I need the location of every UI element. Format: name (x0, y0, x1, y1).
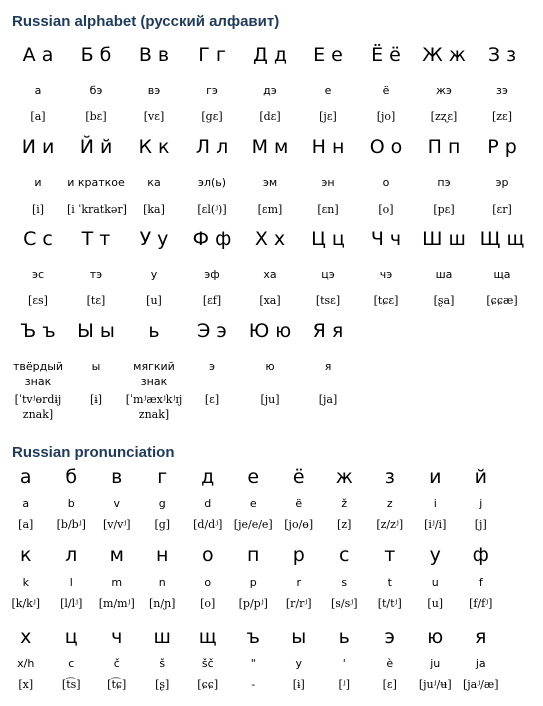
pronunciation-letter: п (247, 544, 260, 566)
pronunciation-ipa: [iʲ/i] (424, 518, 447, 531)
pronunciation-latin: y (295, 657, 302, 670)
pronunciation-latin: e (249, 497, 257, 510)
alphabet-letter: Я я (312, 320, 344, 342)
pronunciation-letter: щ (198, 626, 217, 648)
pronunciation-latin: x/h (17, 657, 35, 670)
pronunciation-letter: б (65, 466, 78, 488)
alphabet-letter-ipa: [vɛ] (143, 110, 165, 123)
alphabet-letter-ipa: [tɛ] (86, 294, 106, 307)
pronunciation-letter: ю (427, 626, 444, 648)
alphabet-letter: Ш ш (422, 228, 466, 250)
pronunciation-latin: o (204, 576, 212, 589)
alphabet-letter: Д д (252, 44, 288, 66)
pronunciation-letter: н (156, 544, 169, 566)
pronunciation-ipa: [jo/ɵ] (284, 518, 314, 531)
pronunciation-latin: è (386, 657, 394, 670)
pronunciation-letter: м (109, 544, 124, 566)
alphabet-letter-name: у (150, 268, 158, 281)
pronunciation-latin: u (431, 576, 439, 589)
pronunciation-ipa: [x] (18, 678, 34, 691)
alphabet-letter: Ц ц (311, 228, 345, 250)
pronunciation-latin: šč (201, 657, 214, 670)
alphabet-letter-ipa: [ɛm] (257, 203, 283, 216)
pronunciation-letter: з (384, 466, 395, 488)
alphabet-letter-ipa: [ɕɕæ] (486, 294, 518, 307)
alphabet-letter-name: и краткое (67, 176, 125, 189)
alphabet-letter-ipa: [jo] (376, 110, 396, 123)
pronunciation-ipa: [ɕɕ] (197, 678, 219, 691)
alphabet-letter: ь (148, 320, 160, 342)
alphabet-letter-name: ы (91, 360, 101, 373)
pronunciation-ipa: [jaʲ/æ] (462, 678, 499, 691)
pronunciation-letter: й (474, 466, 487, 488)
pronunciation-latin: c (68, 657, 75, 670)
pronunciation-latin: l (69, 576, 73, 589)
pronunciation-ipa: [ɛ] (382, 678, 397, 691)
pronunciation-latin: p (249, 576, 257, 589)
alphabet-letter: Щ щ (479, 228, 525, 250)
pronunciation-ipa: [j] (474, 518, 487, 531)
alphabet-letter-ipa: [bɛ] (85, 110, 107, 123)
alphabet-letter: Р р (487, 136, 517, 158)
alphabet-letter-name: э (208, 360, 216, 373)
pronunciation-letter: ъ (246, 626, 260, 648)
pronunciation-ipa: [r/rʲ] (285, 597, 312, 610)
alphabet-letter-ipa: [xa] (259, 294, 281, 307)
alphabet-letter-ipa: [ka] (143, 203, 165, 216)
pronunciation-latin: š (159, 657, 166, 670)
alphabet-letter: Э э (197, 320, 227, 342)
alphabet-letter-name: вэ (147, 84, 161, 97)
alphabet-letter-ipa: [a] (30, 110, 46, 123)
alphabet-letter-name: цэ (321, 268, 335, 281)
alphabet-letter-name: гэ (206, 84, 218, 97)
pronunciation-letter: х (20, 626, 32, 648)
pronunciation-ipa: [ɨ] (292, 678, 305, 691)
pronunciation-latin: f (478, 576, 483, 589)
pronunciation-letter: ж (335, 466, 353, 488)
pronunciation-ipa: [t͡ɕ] (107, 678, 127, 691)
pronunciation-ipa: [d/dʲ] (193, 518, 223, 531)
pronunciation-ipa: [ʂ] (155, 678, 170, 691)
alphabet-letter-ipa: [ˈtvʲɵrdɨj znak] (14, 393, 62, 421)
alphabet-letter-name: ю (265, 360, 275, 373)
alphabet-letter-name: эс (31, 268, 45, 281)
alphabet-letter: Х х (254, 228, 286, 250)
alphabet-letter-ipa: [ja] (318, 393, 338, 406)
alphabet-letter: Ъ ъ (20, 320, 56, 342)
alphabet-letter: Ю ю (248, 320, 292, 342)
alphabet-letter: П п (427, 136, 461, 158)
pronunciation-ipa: [p/pʲ] (238, 597, 268, 610)
alphabet-letter-name: е (324, 84, 332, 97)
alphabet-letter: Ж ж (422, 44, 466, 66)
pronunciation-ipa: [n/ɲ] (149, 597, 176, 610)
pronunciation-letter: с (339, 544, 350, 566)
alphabet-title: Russian alphabet (русский алфавит) (12, 13, 280, 30)
alphabet-letter-ipa: [pɛ] (433, 203, 455, 216)
pronunciation-latin: m (111, 576, 123, 589)
alphabet-letter: М м (251, 136, 289, 158)
pronunciation-latin: ž (341, 497, 348, 510)
pronunciation-letter: в (111, 466, 123, 488)
alphabet-letter: Л л (195, 136, 229, 158)
pronunciation-ipa: [s/sʲ] (331, 597, 358, 610)
alphabet-letter-name: ё (382, 84, 390, 97)
pronunciation-letter: т (384, 544, 396, 566)
pronunciation-ipa: [t͡s] (61, 678, 81, 691)
alphabet-letter-name: ша (435, 268, 453, 281)
alphabet-letter: А а (22, 44, 54, 66)
alphabet-letter: О о (369, 136, 403, 158)
alphabet-letter: И и (21, 136, 55, 158)
alphabet-letter: Й й (79, 136, 113, 158)
pronunciation-letter: ы (291, 626, 307, 648)
alphabet-letter-name: твёрдый знак (12, 360, 64, 388)
pronunciation-letter: р (292, 544, 305, 566)
pronunciation-latin: d (204, 497, 212, 510)
alphabet-letter-ipa: [jɛ] (319, 110, 337, 123)
alphabet-letter-ipa: [ɛ] (204, 393, 220, 406)
alphabet-letter-ipa: [dɛ] (259, 110, 281, 123)
alphabet-letter: С с (23, 228, 53, 250)
pronunciation-letter: я (475, 626, 487, 648)
alphabet-letter: Ы ы (77, 320, 115, 342)
pronunciation-latin: z (386, 497, 393, 510)
pronunciation-ipa: - (251, 678, 256, 691)
alphabet-letter-name: эл(ь) (197, 176, 227, 189)
alphabet-letter-name: о (382, 176, 390, 189)
pronunciation-title: Russian pronunciation (12, 444, 175, 461)
pronunciation-ipa: [z] (337, 518, 352, 531)
pronunciation-letter: ё (292, 466, 305, 488)
pronunciation-latin: č (113, 657, 120, 670)
alphabet-letter-name: и (34, 176, 42, 189)
pronunciation-ipa: [v/vʲ] (102, 518, 131, 531)
alphabet-letter: З з (487, 44, 517, 66)
pronunciation-latin: s (341, 576, 348, 589)
pronunciation-latin: n (158, 576, 166, 589)
pronunciation-letter: а (19, 466, 32, 488)
pronunciation-latin: a (22, 497, 30, 510)
alphabet-letter-name: ка (147, 176, 161, 189)
alphabet-letter-ipa: [ɛn] (317, 203, 339, 216)
pronunciation-latin: v (113, 497, 120, 510)
pronunciation-ipa: [juʲ/ʉ] (418, 678, 452, 691)
alphabet-letter-name: а (34, 84, 42, 97)
pronunciation-latin: j (479, 497, 483, 510)
alphabet-letter: Ё ё (371, 44, 401, 66)
pronunciation-latin: ë (295, 497, 303, 510)
pronunciation-ipa: [k/kʲ] (11, 597, 41, 610)
alphabet-letter: Т т (81, 228, 111, 250)
pronunciation-latin: k (22, 576, 29, 589)
pronunciation-latin: r (296, 576, 302, 589)
alphabet-letter-ipa: [zʐɛ] (430, 110, 458, 123)
alphabet-letter-ipa: [ˈmʲæxʲkʲɪj znak] (125, 393, 183, 421)
alphabet-letter-ipa: [ɛf] (202, 294, 222, 307)
alphabet-letter-ipa: [ɛr] (492, 203, 512, 216)
alphabet-letter-name: жэ (436, 84, 452, 97)
alphabet-letter-ipa: [i ˈkratkər] (67, 203, 127, 216)
pronunciation-ipa: [b/bʲ] (56, 518, 86, 531)
alphabet-letter-name: ща (493, 268, 511, 281)
pronunciation-ipa: [u] (427, 597, 444, 610)
alphabet-letter-name: дэ (263, 84, 277, 97)
pronunciation-ipa: [je/e/e] (233, 518, 273, 531)
pronunciation-letter: ш (153, 626, 171, 648)
pronunciation-ipa: [m/mʲ] (98, 597, 135, 610)
alphabet-letter-name: эр (495, 176, 509, 189)
alphabet-letter-ipa: [ju] (260, 393, 280, 406)
pronunciation-letter: и (429, 466, 442, 488)
pronunciation-ipa: [f/fʲ] (469, 597, 493, 610)
pronunciation-letter: е (247, 466, 260, 488)
pronunciation-ipa: [o] (200, 597, 216, 610)
pronunciation-ipa: [z/zʲ] (376, 518, 404, 531)
alphabet-letter-name: эф (204, 268, 220, 281)
alphabet-letter-ipa: [ɛs] (28, 294, 48, 307)
alphabet-letter: Г г (198, 44, 226, 66)
alphabet-letter-name: бэ (89, 84, 103, 97)
alphabet-letter-name: чэ (379, 268, 393, 281)
alphabet-letter-ipa: [gɛ] (201, 110, 223, 123)
alphabet-letter: К к (138, 136, 170, 158)
pronunciation-ipa: [l/lʲ] (60, 597, 83, 610)
pronunciation-letter: ф (472, 544, 489, 566)
alphabet-letter-ipa: [tɕɛ] (373, 294, 399, 307)
pronunciation-latin: t (387, 576, 392, 589)
pronunciation-ipa: [g] (154, 518, 171, 531)
pronunciation-letter: э (384, 626, 395, 648)
pronunciation-letter: л (65, 544, 78, 566)
pronunciation-letter: д (201, 466, 215, 488)
alphabet-letter-ipa: [u] (146, 294, 162, 307)
pronunciation-letter: о (201, 544, 214, 566)
alphabet-letter-ipa: [ɨ] (89, 393, 103, 406)
pronunciation-latin: ju (430, 657, 441, 670)
alphabet-letter-ipa: [o] (378, 203, 394, 216)
pronunciation-latin: ja (475, 657, 486, 670)
pronunciation-latin: " (250, 657, 256, 670)
pronunciation-ipa: [ʲ] (338, 678, 350, 691)
pronunciation-ipa: [t/tʲ] (377, 597, 402, 610)
alphabet-letter: Н н (311, 136, 345, 158)
alphabet-letter: Ф ф (192, 228, 232, 250)
alphabet-letter-ipa: [tsɛ] (315, 294, 341, 307)
alphabet-letter: Б б (80, 44, 112, 66)
pronunciation-latin: g (158, 497, 166, 510)
pronunciation-letter: ь (338, 626, 350, 648)
alphabet-letter: Е е (313, 44, 343, 66)
pronunciation-ipa: [a] (18, 518, 34, 531)
alphabet-letter-name: эм (262, 176, 278, 189)
alphabet-letter: Ч ч (370, 228, 402, 250)
alphabet-letter-name: ха (263, 268, 277, 281)
pronunciation-letter: г (157, 466, 168, 488)
alphabet-letter: У у (139, 228, 169, 250)
alphabet-letter-ipa: [ʂa] (433, 294, 455, 307)
alphabet-letter-name: пэ (437, 176, 451, 189)
alphabet-letter-name: тэ (89, 268, 103, 281)
alphabet-letter-ipa: [zɛ] (491, 110, 513, 123)
pronunciation-latin: ' (342, 657, 346, 670)
pronunciation-letter: ц (64, 626, 78, 648)
pronunciation-letter: ч (111, 626, 123, 648)
pronunciation-latin: i (433, 497, 437, 510)
pronunciation-latin: b (67, 497, 75, 510)
alphabet-letter: В в (138, 44, 170, 66)
pronunciation-letter: к (20, 544, 32, 566)
alphabet-letter-ipa: [i] (31, 203, 45, 216)
alphabet-letter-name: я (324, 360, 332, 373)
alphabet-letter-name: зэ (496, 84, 508, 97)
alphabet-letter-ipa: [ɛl(ʲ)] (197, 203, 227, 216)
alphabet-letter-name: мягкий знак (133, 360, 175, 388)
pronunciation-letter: у (429, 544, 441, 566)
alphabet-letter-name: эн (321, 176, 335, 189)
